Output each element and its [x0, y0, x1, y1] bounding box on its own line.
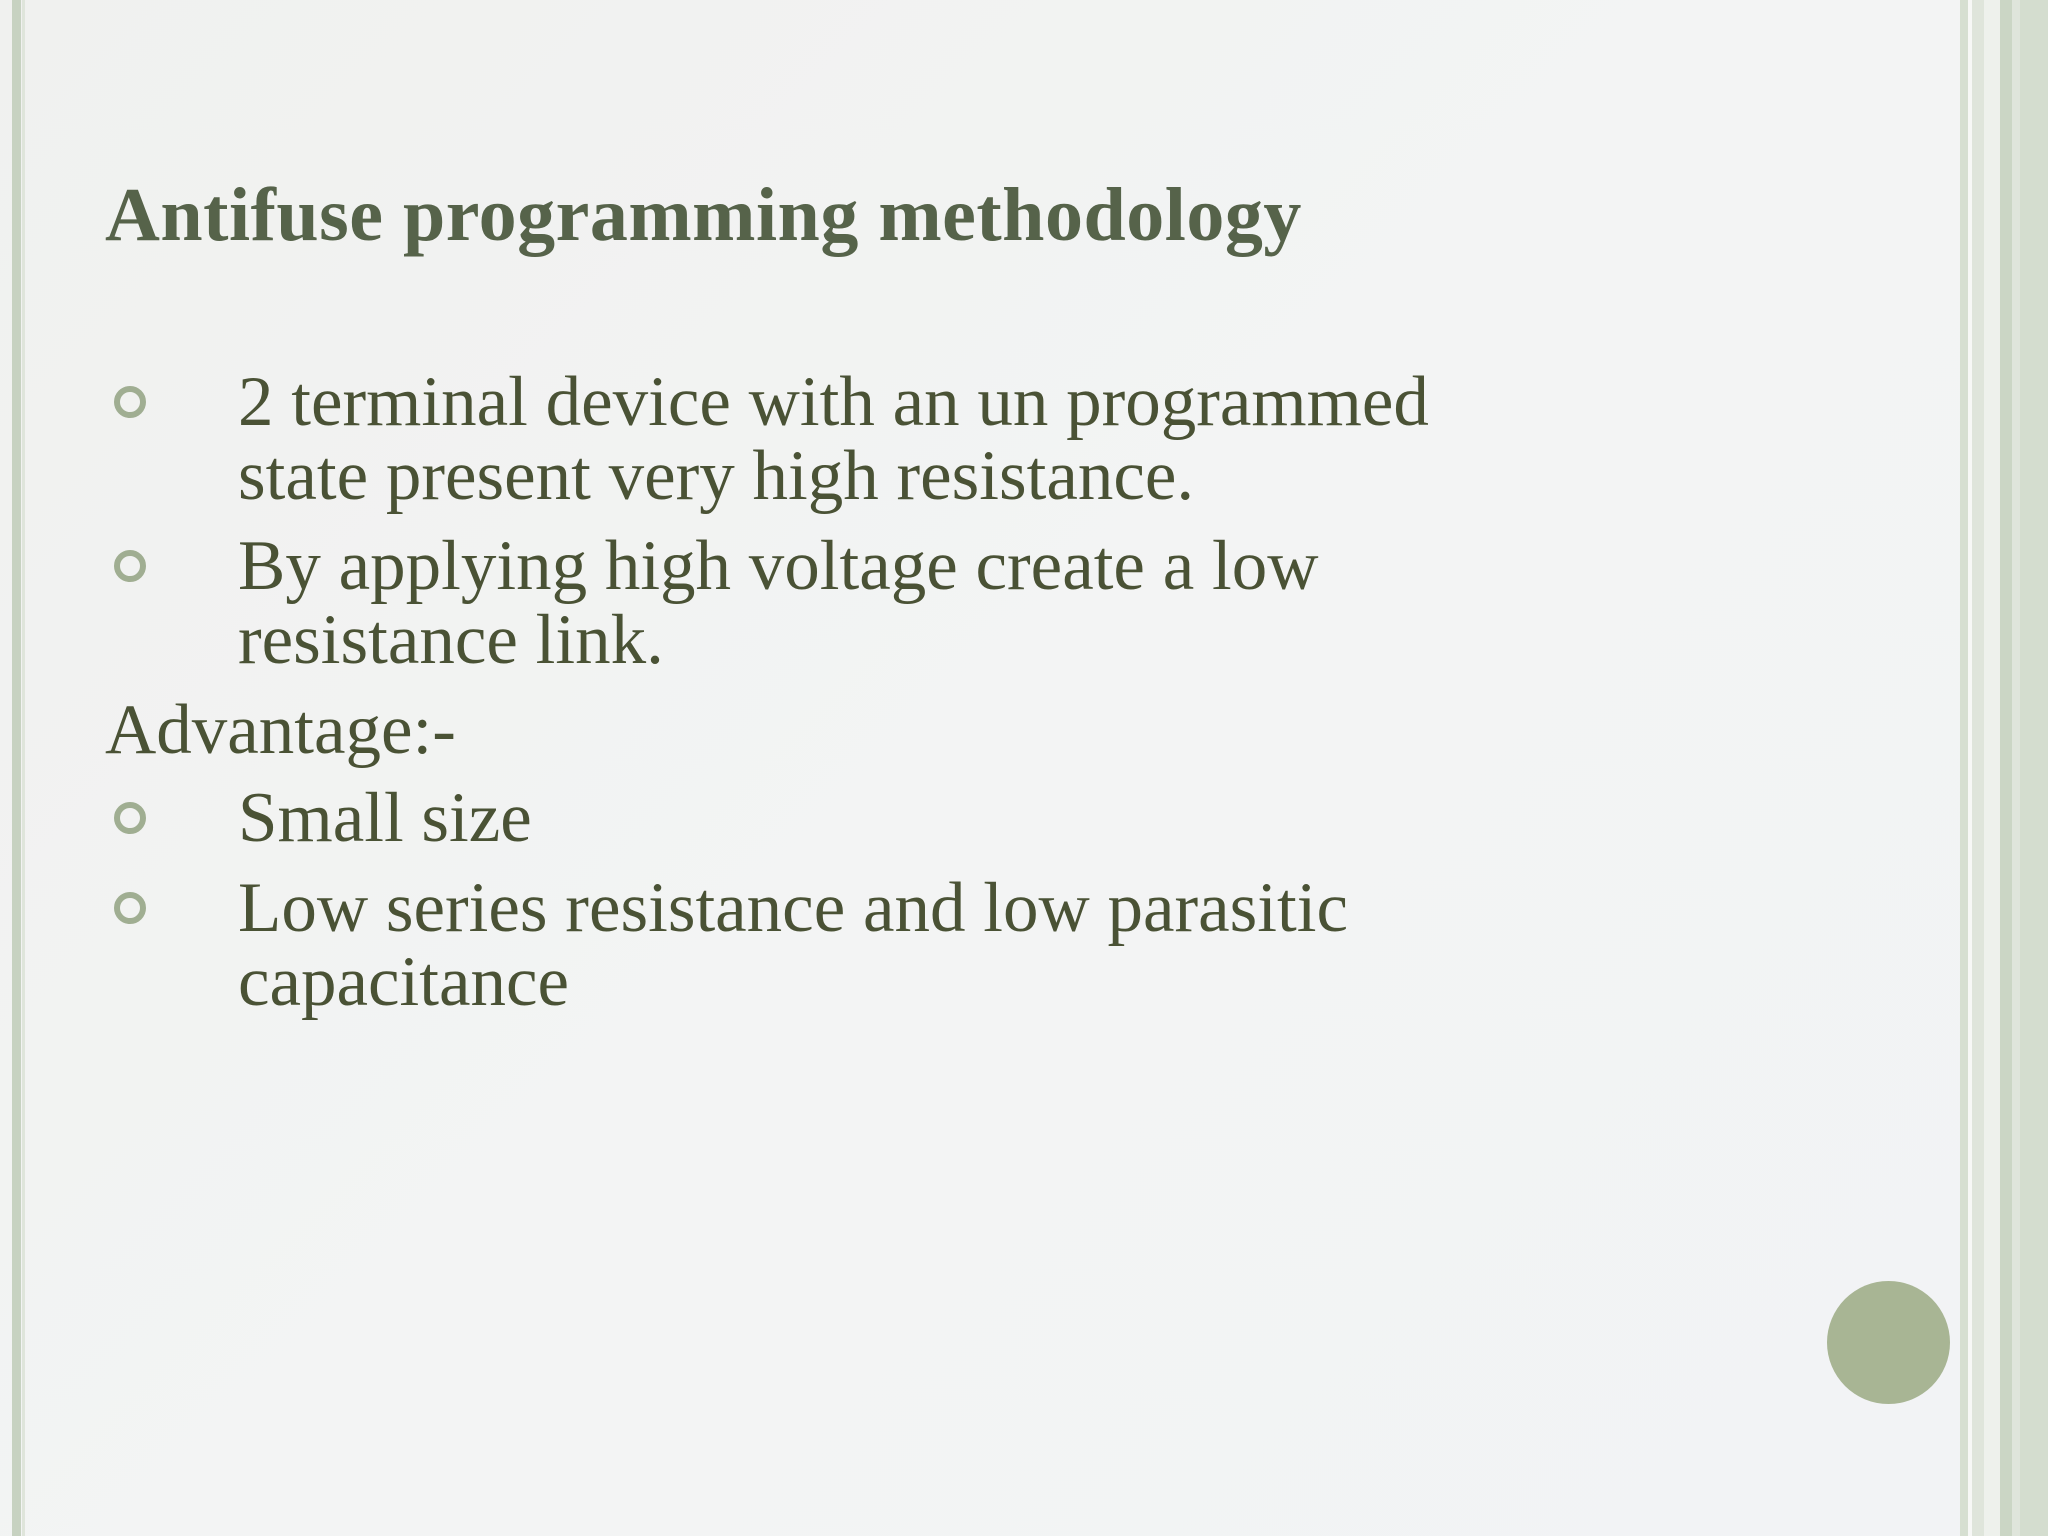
- bullet-circle-icon: [114, 892, 146, 924]
- bullet-line: 2 terminal device with an un programmed: [238, 363, 1429, 441]
- right-border-stripe: [2020, 0, 2048, 1536]
- right-border-stripe: [1960, 0, 1968, 1536]
- bullet-line: Small size: [238, 779, 532, 857]
- bullet-circle-icon: [114, 550, 146, 582]
- left-border-inner: [22, 0, 25, 1536]
- bullet-item: [105, 365, 1665, 513]
- bullet-line: Low series resistance and low parasitic: [238, 869, 1348, 947]
- advantage-heading: Advantage:-: [105, 691, 456, 769]
- decorative-circle-icon: [1827, 1281, 1950, 1404]
- right-border-stripe: [1972, 0, 1984, 1536]
- right-border-stripe: [1984, 0, 2000, 1536]
- bullet-circle-icon: [114, 386, 146, 418]
- slide-body: [105, 365, 1665, 1035]
- bullet-line: capacitance: [238, 943, 570, 1021]
- right-border-stripe: [2012, 0, 2020, 1536]
- bullet-item: [105, 781, 1665, 855]
- right-border-stripe: [2000, 0, 2012, 1536]
- bullet-line: By applying high voltage create a low: [238, 527, 1319, 605]
- left-border: [12, 0, 21, 1536]
- bullet-circle-icon: [114, 802, 146, 834]
- bullet-line: resistance link.: [238, 601, 664, 679]
- bullet-item: [105, 871, 1665, 1019]
- bullet-item: [105, 529, 1665, 677]
- slide-title: Antifuse programming methodology: [105, 173, 1302, 257]
- bullet-line: state present very high resistance.: [238, 437, 1195, 515]
